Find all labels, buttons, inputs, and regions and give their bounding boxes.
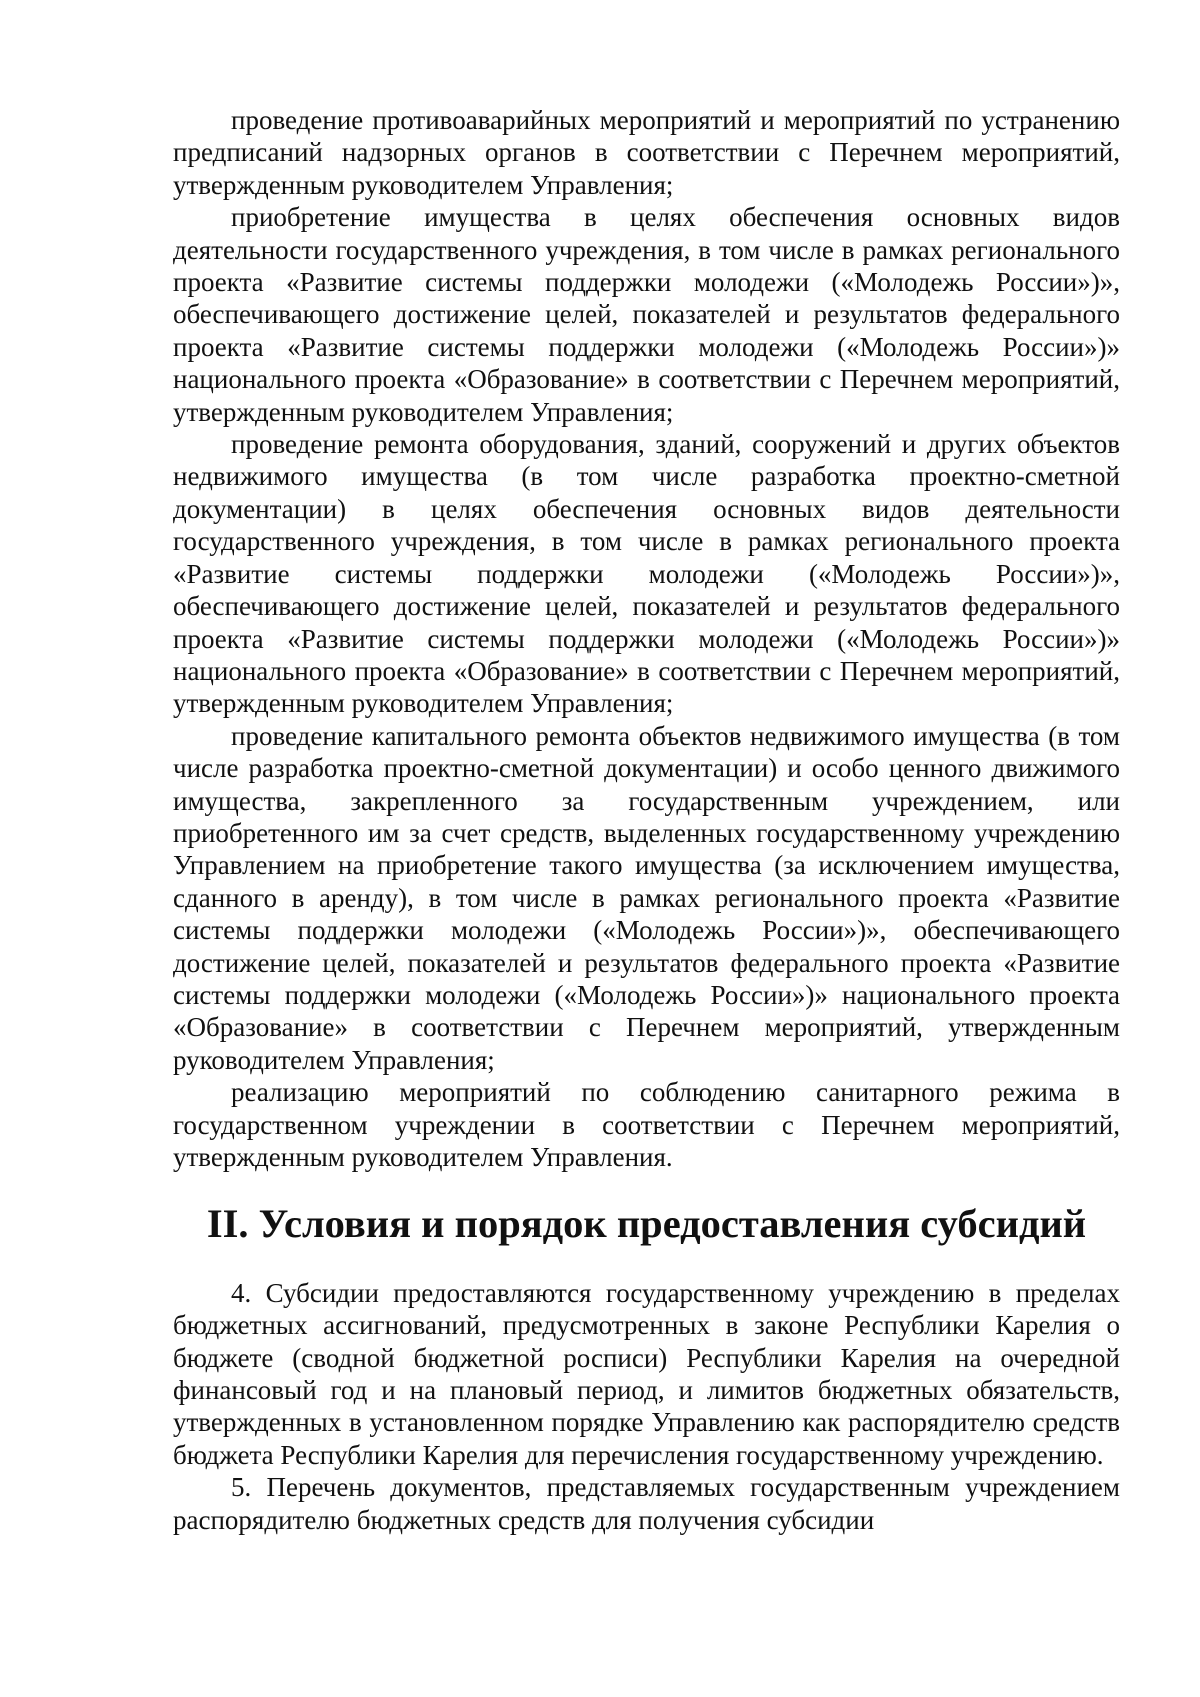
paragraph-sanitary-regime: реализацию мероприятий по соблюдению санитарного режима в государственном учреждении в соответствии с Перечнем мероприятий, утвержденным руководителем Управления. [173, 1077, 1120, 1172]
paragraph-equipment-repair: проведение ремонта оборудования, зданий, сооружений и других объектов недвижимого имущества (в том числе разработка проектно-сметной документации) в целях обеспечения основных видов деятельности государственного учреждения, в том числе в рамках регионального проекта «Развитие системы поддержки молодежи («Молодежь России»)», обеспечивающего достижение целей, показателей и результатов федерального проекта «Развитие системы поддержки молодежи («Молодежь России»)» национального проекта «Образование» в соответствии с Перечнем мероприятий, утвержденным руководителем Управления; [173, 429, 1120, 719]
paragraph-emergency-measures: проведение противоаварийных мероприятий и мероприятий по устранению предписаний надзорных органов в соответствии с Перечнем мероприятий, утвержденным руководителем Управления; [173, 105, 1120, 200]
paragraph-property-acquisition: приобретение имущества в целях обеспечения основных видов деятельности государственного учреждения, в том числе в рамках регионального проекта «Развитие системы поддержки молодежи («Молодежь России»)», обеспечивающего достижение целей, показателей и результатов федерального проекта «Развитие системы поддержки молодежи («Молодежь России»)» национального проекта «Образование» в соответствии с Перечнем мероприятий, утвержденным руководителем Управления; [173, 202, 1120, 427]
document-page [173, 104, 1120, 1536]
paragraph-item-5: 5. Перечень документов, представляемых государственным учреждением распорядителю бюджетных средств для получения субсидии [173, 1472, 1120, 1535]
section-heading: II. Условия и порядок предоставления субсидий [206, 1201, 1087, 1247]
paragraph-capital-repair: проведение капитального ремонта объектов недвижимого имущества (в том числе разработка проектно-сметной документации) и особо ценного движимого имущества, закрепленного за государственным учреждением, или приобретенного им за счет средств, выделенных государственному учреждению Управлением на приобретение такого имущества (за исключением имущества, сданного в аренду), в том числе в рамках регионального проекта «Развитие системы поддержки молодежи («Молодежь России»)», обеспечивающего достижение целей, показателей и результатов федерального проекта «Развитие системы поддержки молодежи («Молодежь России»)» национального проекта «Образование» в соответствии с Перечнем мероприятий, утвержденным руководителем Управления; [173, 720, 1120, 1075]
paragraph-item-4: 4. Субсидии предоставляются государственному учреждению в пределах бюджетных ассигнований, предусмотренных в законе Республики Карелия о бюджете (сводной бюджетной росписи) Республики Карелия на очередной финансовый год и на плановый период, и лимитов бюджетных обязательств, утвержденных в установленном порядке Управлению как распорядителю средств бюджета Республики Карелия для перечисления государственному учреждению. [173, 1277, 1120, 1470]
